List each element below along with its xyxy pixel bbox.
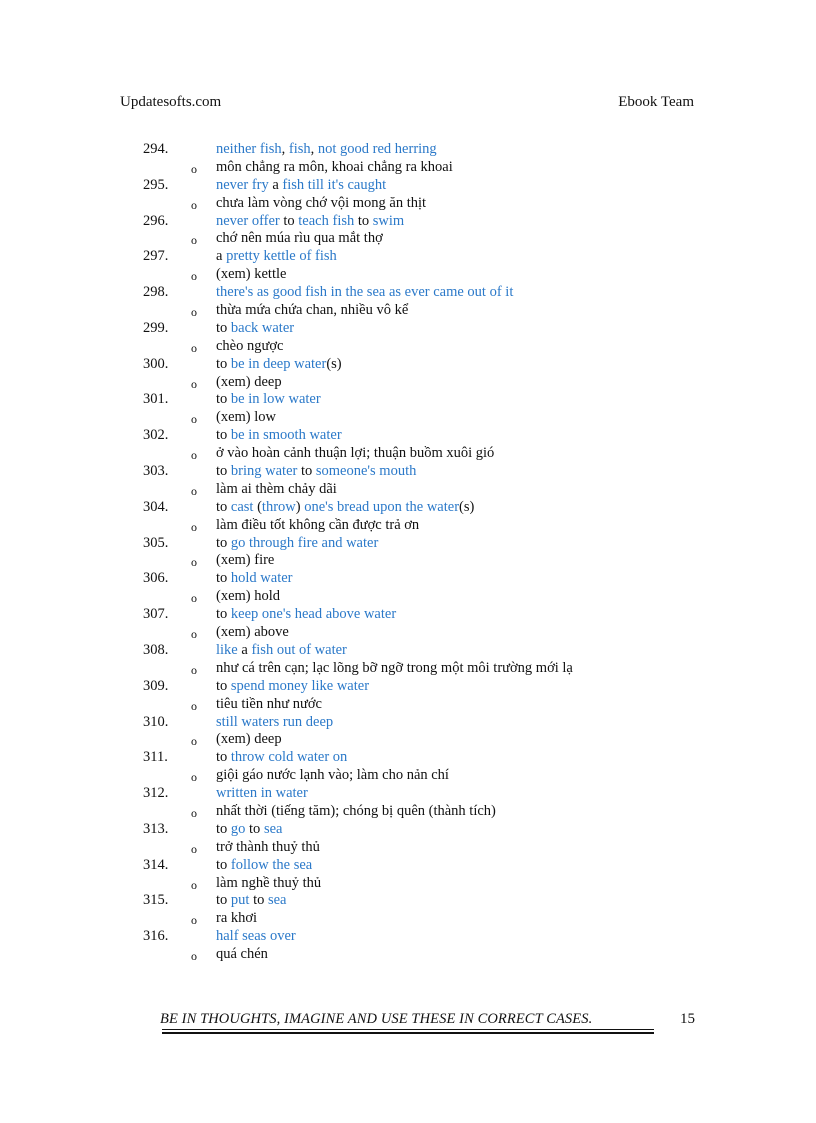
phrase-link[interactable]: one's bread upon the water [304,498,460,515]
entry-meaning: làm điều tốt không cần được trả ơn [216,516,420,533]
phrase-link[interactable]: there's as good fish in the sea as ever came out of it [216,284,514,301]
entry-number: 312. [143,785,169,802]
phrase-text: (s) [326,355,342,372]
entry-phrase [216,213,404,231]
phrase-text: to [216,606,231,623]
entry-meaning-row [0,588,816,606]
phrase-text: to [245,820,264,837]
phrase-link[interactable]: cast [230,498,254,515]
phrase-text: to [216,534,231,551]
phrase-link[interactable]: throw [261,498,296,515]
entry-meaning-row [0,338,816,356]
bullet-icon: o [191,841,197,856]
entry-meaning: chưa làm vòng chớ vội mong ăn thịt [216,194,427,211]
footer-rule [162,1029,654,1030]
bullet-icon: o [191,734,197,749]
phrase-link[interactable]: like [216,641,238,658]
entry-number: 310. [143,713,169,730]
bullet-icon: o [191,483,197,498]
entry-phrase [216,463,416,481]
entry-phrase [216,678,369,696]
phrase-link[interactable]: still waters run deep [216,713,334,730]
entry-number: 301. [143,391,169,408]
phrase-text: to [297,463,316,480]
bullet-icon: o [191,305,197,320]
phrase-text: to [279,212,299,229]
entry-phrase-row [0,499,816,517]
phrase-text: to [249,892,268,909]
entry-meaning-row [0,803,816,821]
phrase-link[interactable]: never offer [216,212,280,229]
entry-meaning-row [0,875,816,893]
entry-phrase-row [0,248,816,266]
header-team-name: Ebook Team [618,94,694,110]
header-site-name: Updatesofts.com [120,94,222,110]
entry-meaning-row [0,409,816,427]
entry-phrase [216,606,396,624]
phrase-link[interactable]: swim [372,212,405,229]
entry-number: 307. [143,606,169,623]
entry-meaning: chèo ngược [216,337,284,354]
bullet-icon: o [191,591,197,606]
bullet-icon: o [191,376,197,391]
entry-number: 316. [143,928,169,945]
entry-meaning-row [0,660,816,678]
phrase-link[interactable]: go [230,820,246,837]
phrase-text: , [281,141,289,157]
entry-meaning: (xem) fire [216,552,275,569]
phrase-text: to [216,677,231,694]
entry-phrase [216,714,333,732]
entry-meaning-row [0,374,816,392]
entry-phrase-row [0,928,816,946]
entry-number: 298. [143,284,169,301]
bullet-icon: o [191,662,197,677]
entry-meaning-row [0,839,816,857]
bullet-icon: o [191,340,197,355]
phrase-link[interactable]: spend money like water [230,677,370,694]
entry-meaning: (xem) low [216,409,276,426]
phrase-link[interactable]: go through fire and water [230,534,379,551]
entry-phrase [216,284,513,302]
entry-phrase [216,821,282,839]
entry-meaning: (xem) deep [216,373,282,390]
entry-number: 311. [143,749,168,766]
entry-meaning: như cá trên cạn; lạc lõng bỡ ngỡ trong một môi trường mới lạ [216,659,573,676]
entry-phrase-row [0,570,816,588]
entry-phrase-row [0,642,816,660]
phrase-text: to [216,892,231,909]
entry-phrase [216,785,308,803]
entry-phrase-row [0,427,816,445]
bullet-icon: o [191,555,197,570]
entry-meaning: chớ nên múa rìu qua mắt thợ [216,230,383,247]
entry-phrase-row [0,177,816,195]
footer-rule-thick [162,1032,654,1034]
bullet-icon: o [191,627,197,642]
entry-phrase-row [0,391,816,409]
bullet-icon: o [191,519,197,534]
phrase-link[interactable]: follow the sea [230,856,313,873]
entry-meaning: ra khơi [216,910,258,927]
entry-phrase-row [0,821,816,839]
phrase-text: to [216,570,231,587]
phrase-link[interactable]: be in smooth water [230,427,342,444]
entry-number: 315. [143,892,169,909]
phrase-text: ) [295,498,305,515]
entry-number: 296. [143,212,169,229]
entry-number: 302. [143,427,169,444]
phrase-link[interactable]: teach fish [298,212,355,229]
entry-meaning-row [0,481,816,499]
bullet-icon: o [191,698,197,713]
page-number: 15 [680,1011,695,1027]
entry-meaning: (xem) deep [216,731,282,748]
phrase-text: to [216,749,231,766]
bullet-icon: o [191,412,197,427]
entry-meaning: thừa mứa chứa chan, nhiều vô kể [216,302,409,319]
entry-number: 308. [143,641,169,658]
entry-phrase [216,749,347,767]
phrase-link[interactable]: fish till it's caught [282,176,387,193]
entry-number: 306. [143,570,169,587]
phrase-text: a [216,248,227,265]
bullet-icon: o [191,269,197,284]
entry-number: 299. [143,319,169,336]
entry-number: 297. [143,248,169,265]
entry-phrase-row [0,320,816,338]
entry-meaning: (xem) hold [216,588,281,605]
entry-meaning-row [0,266,816,284]
entry-meaning-row [0,946,816,964]
phrase-link[interactable]: bring water [230,463,298,480]
entry-meaning-row [0,195,816,213]
entry-phrase [216,535,378,553]
phrase-text: to [216,319,231,336]
entry-number: 305. [143,534,169,551]
bullet-icon: o [191,197,197,212]
entry-phrase-row [0,535,816,553]
entry-meaning-row [0,230,816,248]
entry-meaning-row [0,159,816,177]
entry-phrase [216,570,293,588]
phrase-text: a [237,641,252,658]
bullet-icon: o [191,877,197,892]
entry-phrase-row [0,892,816,910]
entry-meaning: (xem) above [216,624,289,641]
entry-phrase [216,320,294,338]
entry-number: 300. [143,355,169,372]
entry-phrase [216,928,296,946]
entry-meaning-row [0,767,816,785]
entry-phrase [216,642,347,660]
entry-phrase [216,141,437,159]
entry-number: 295. [143,176,169,193]
entry-phrase [216,356,342,374]
entry-meaning: (xem) kettle [216,266,287,283]
entry-meaning-row [0,445,816,463]
phrase-link[interactable]: back water [230,319,295,336]
entry-phrase-row [0,678,816,696]
phrase-text: to [354,212,373,229]
entry-phrase [216,391,321,409]
entry-phrase [216,857,312,875]
phrase-link[interactable]: sea [267,892,287,909]
phrase-link[interactable]: half seas over [216,928,296,945]
entry-meaning: giội gáo nước lạnh vào; làm cho nản chí [216,767,449,784]
entry-meaning: quá chén [216,946,268,963]
bullet-icon: o [191,805,197,820]
entry-meaning: trở thành thuỷ thủ [216,838,320,855]
phrase-text: to [216,427,231,444]
phrase-text: to [216,463,231,480]
entry-phrase-row [0,356,816,374]
entry-meaning: nhất thời (tiếng tăm); chóng bị quên (thành tích) [216,802,496,819]
phrase-text: to [216,355,231,372]
entry-phrase [216,427,342,445]
entry-number: 314. [143,856,169,873]
phrase-link[interactable]: never fry [216,176,269,193]
bullet-icon: o [191,233,197,248]
phrase-link[interactable]: written in water [216,785,308,802]
entry-number: 313. [143,820,169,837]
entry-meaning: ở vào hoàn cảnh thuận lợi; thuận buồm xuôi gió [216,445,495,462]
entry-meaning-row [0,552,816,570]
entry-meaning: tiêu tiền như nước [216,695,322,712]
entry-phrase-row [0,606,816,624]
phrase-text: to [216,820,231,837]
idiom-list [0,141,816,964]
entry-phrase-row [0,141,816,159]
phrase-link[interactable]: neither fish [216,141,282,157]
bullet-icon: o [191,770,197,785]
bullet-icon: o [191,448,197,463]
entry-number: 294. [143,141,169,157]
phrase-link[interactable]: hold water [230,570,293,587]
entry-meaning: làm nghề thuỷ thủ [216,874,322,891]
phrase-text: (s) [459,498,475,515]
entry-phrase-row [0,213,816,231]
entry-number: 303. [143,463,169,480]
entry-phrase-row [0,714,816,732]
entry-number: 304. [143,498,169,515]
bullet-icon: o [191,913,197,928]
entry-phrase [216,177,386,195]
entry-meaning-row [0,624,816,642]
phrase-link[interactable]: put [230,892,250,909]
phrase-link[interactable]: not good red herring [317,141,437,157]
entry-phrase [216,499,474,517]
phrase-text: to [216,498,231,515]
entry-phrase-row [0,463,816,481]
phrase-link[interactable]: pretty kettle of fish [226,248,337,265]
phrase-link[interactable]: fish [288,141,311,157]
entry-meaning-row [0,910,816,928]
entry-phrase-row [0,785,816,803]
phrase-link[interactable]: fish out of water [251,641,347,658]
entry-phrase [216,248,337,266]
entry-meaning: môn chẳng ra môn, khoai chẳng ra khoai [216,158,453,175]
entry-number: 309. [143,677,169,694]
entry-meaning-row [0,696,816,714]
phrase-text: , [310,141,318,157]
phrase-link[interactable]: sea [263,820,283,837]
phrase-text: to [216,391,231,408]
entry-phrase-row [0,857,816,875]
entry-meaning-row [0,517,816,535]
footer-motto: BE IN THOUGHTS, IMAGINE AND USE THESE IN CORRECT CASES. [160,1011,593,1027]
entry-meaning-row [0,731,816,749]
phrase-link[interactable]: throw cold water on [230,749,348,766]
bullet-icon: o [191,949,197,964]
phrase-text: a [268,176,283,193]
bullet-icon: o [191,161,197,176]
phrase-text: to [216,856,231,873]
phrase-text: ( [253,498,262,515]
entry-meaning: làm ai thèm chảy dãi [216,480,337,497]
entry-phrase [216,892,286,910]
phrase-link[interactable]: someone's mouth [315,463,417,480]
phrase-link[interactable]: be in low water [230,391,321,408]
entry-meaning-row [0,302,816,320]
entry-phrase-row [0,284,816,302]
phrase-link[interactable]: keep one's head above water [230,606,397,623]
entry-phrase-row [0,749,816,767]
phrase-link[interactable]: be in deep water [230,355,327,372]
